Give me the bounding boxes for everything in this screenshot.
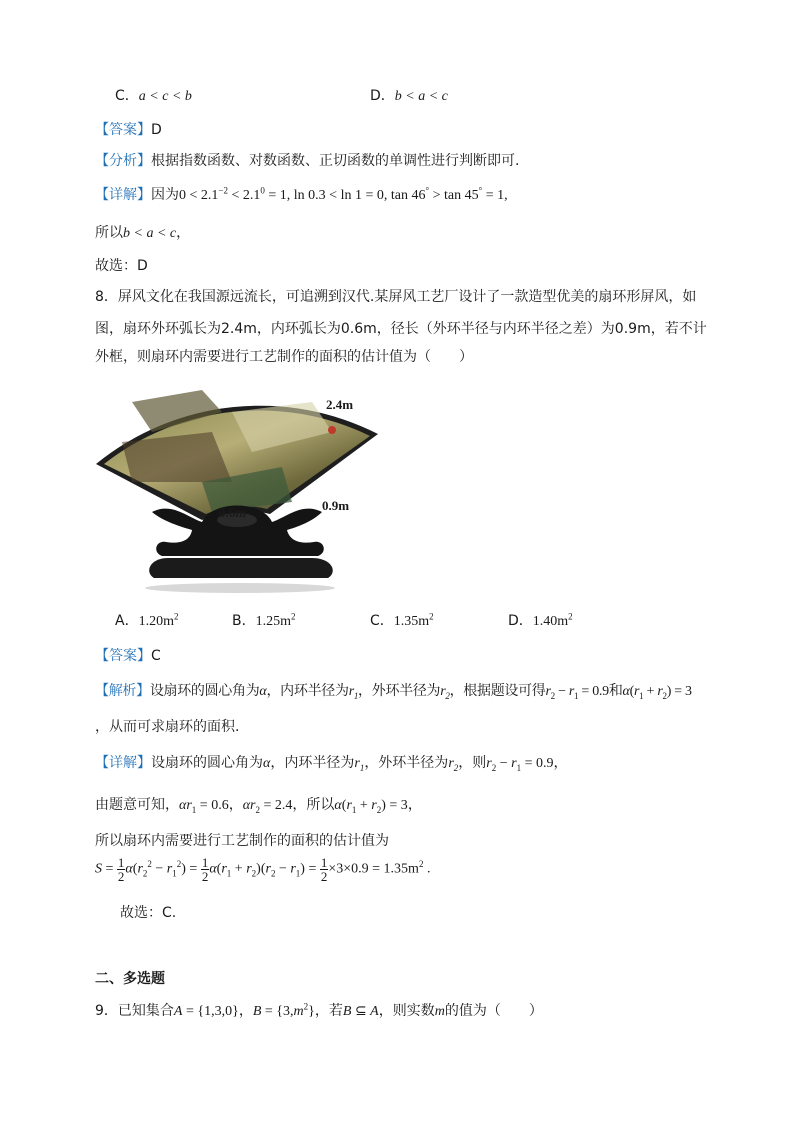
q8-option-a: A．$1.20m^2$ <box>115 611 179 629</box>
fig-label-outer-arc: 2.4m <box>326 397 354 412</box>
q8-stem-line2: 图，扇环外环弧长为2.4m，内环弧长为0.6m，径长（外环半径与内环半径之差）为0.9m，若不计 <box>95 321 707 337</box>
q7-choose: 故选：D <box>95 258 148 274</box>
q7-option-c-math: a < c < b <box>138 89 192 104</box>
q8-area-formula: S = $\frac{1}{2}$ $\alpha(r_2^2 - r_1^2)$ = $\frac{1}{2}$ $\alpha(r_1 + r_2)(r_2 - r_1)$ = $\frac{1}{2}$ $\times 3\times 0.9 = 1.35m^2$ . <box>95 855 431 884</box>
q8-stem-line1: 8．屏风文化在我国源远流长，可追溯到汉代.某屏风工艺厂设计了一款造型优美的扇环形屏风，如 <box>95 289 697 305</box>
q7-option-c: C．a < c < b <box>115 88 192 104</box>
q7-option-d-math: b < a < c <box>394 89 448 104</box>
q8-area-intro: 所以扇环内需要进行工艺制作的面积的估计值为 <box>95 833 389 849</box>
fig-label-width: 0.9m <box>322 498 350 513</box>
q8-analysis: 【解析】设扇环的圆心角为α，内环半径为$r_1$，外环半径为$r_2$，根据题设可得$r_2 - r_1 = 0.9$和$\alpha(r_1 + r_2) = 3$ <box>95 683 692 701</box>
q7-analysis: 【分析】根据指数函数、对数函数、正切函数的单调性进行判断即可. <box>95 153 520 169</box>
painting-seal <box>328 426 336 434</box>
q8-known: 由题意可知，$\alpha r_1 = 0.6$，$\alpha r_2 = 2.4$，所以$\alpha(r_1 + r_2) = 3$， <box>95 797 422 815</box>
q7-option-d: D．b < a < c <box>370 88 448 104</box>
q7-detail: 【详解】因为$0 < 2.1^{-2} < 2.1^0 = 1$, ln 0.3 < ln 1 = 0, tan 46° > tan 45° = 1, <box>95 185 508 203</box>
q8-answer: 【答案】C <box>95 648 161 664</box>
q8-stem-line3: 外框，则扇环内需要进行工艺制作的面积的估计值为（ ） <box>95 349 473 365</box>
q7-conclusion-math: b < a < c <box>123 226 177 241</box>
fig-label-inner-arc: 0.6m <box>219 505 247 520</box>
q8-option-d: D．$1.40m^2$ <box>508 611 573 629</box>
q8-detail: 【详解】设扇环的圆心角为α，内环半径为$r_1$，外环半径为$r_2$，则$r_2 - r_1 = 0.9$， <box>95 755 568 773</box>
fan-stand-base <box>149 558 333 578</box>
q8-option-c: C．$1.35m^2$ <box>370 611 434 629</box>
section-title-multi-choice: 二、多选题 <box>95 971 165 987</box>
fan-shadow <box>145 583 335 593</box>
q7-conclusion: 所以b < a < c， <box>95 225 191 241</box>
q8-choose: 故选：C. <box>120 905 177 921</box>
q7-detail-math: $0 < 2.1^{-2} < 2.1^0 = 1$, ln 0.3 < ln 1 = 0, tan 46° > tan 45° = 1, <box>179 185 508 203</box>
q8-option-b: B．$1.25m^2$ <box>232 611 296 629</box>
q8-analysis-end: ，从而可求扇环的面积. <box>95 719 240 735</box>
q7-answer: 【答案】D <box>95 122 162 138</box>
q9-stem: 9．已知集合A = {1,3,0}，$B = \{3,m^2\}$，若B ⊆ A，则实数m的值为（ ） <box>95 1001 543 1019</box>
